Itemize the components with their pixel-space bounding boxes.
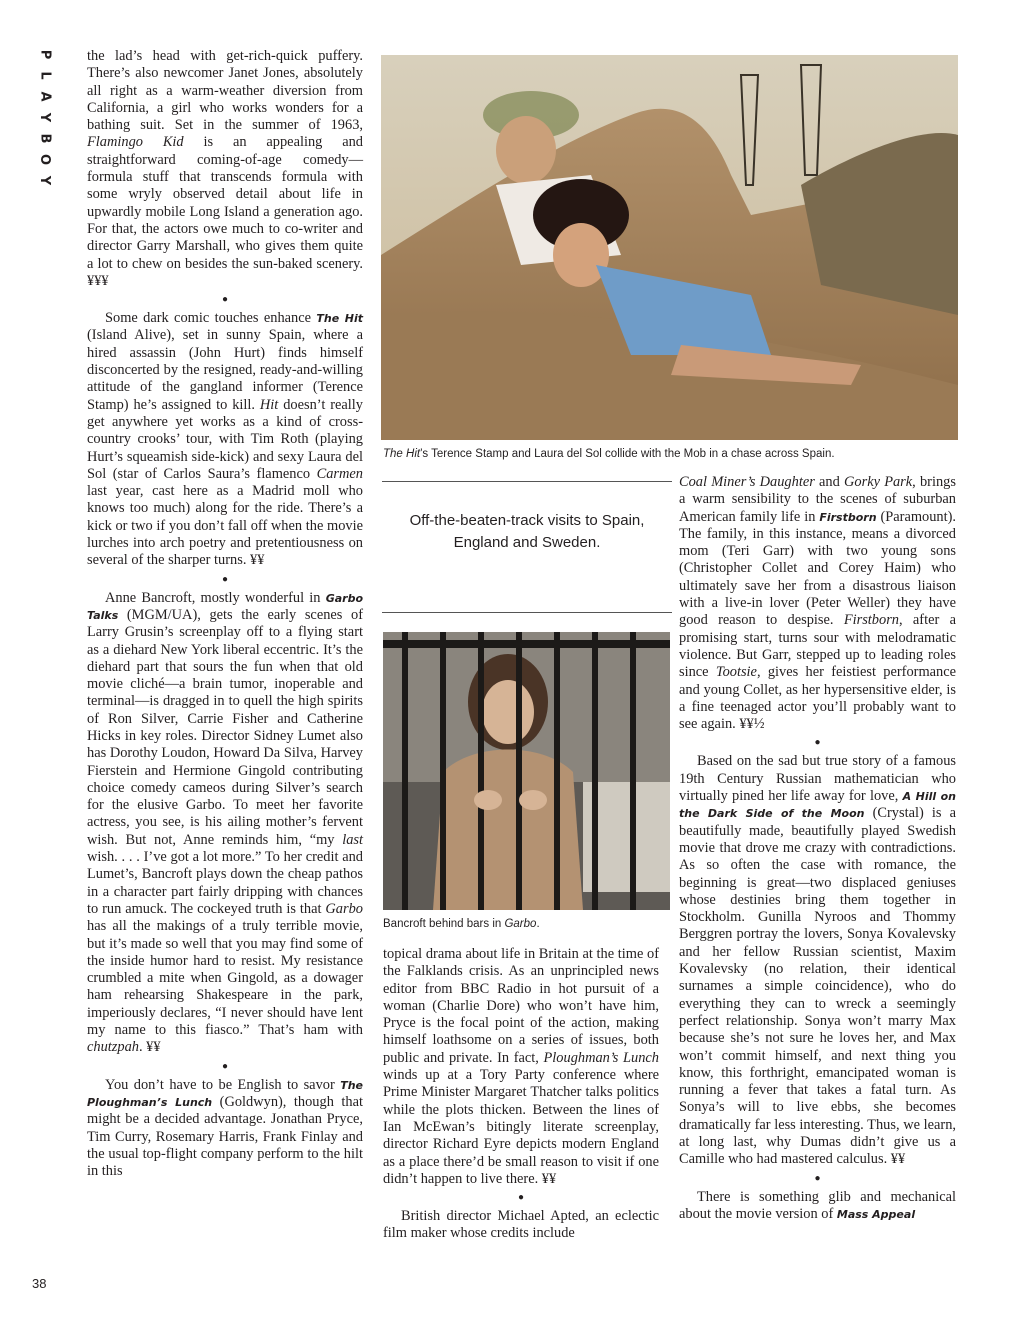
- photo-garbo-image: [383, 632, 670, 910]
- section-bullet: ●: [221, 294, 229, 306]
- photo-the-hit-image: [381, 55, 958, 440]
- column-1: [87, 48, 363, 1180]
- section-bullet: ●: [221, 1060, 229, 1072]
- section-bullet: ●: [814, 737, 821, 749]
- paragraph-ploughmans-lunch-cont: topical drama about life in Britain at the time of the Falklands crisis. As an unprincipled news editor from BBC Radio in hot pursuit of a woman (Charlie Dore) who won’t have him, Pryce is the focal point of the action, making himself loathsome on a series of issues, both public and private. In fact, Ploughman’s Lunch winds up at a Tory Party conference where Prime Minister Margaret Thatcher talks politics while the plots thicken. Between the lines of Ian McEwan’s bitingly literate screenplay, director Richard Eyre depicts modern England as a place there’d be small reason to visit if one didn’t happen to live there. ¥¥: [383, 946, 659, 1187]
- column-2: [383, 946, 659, 1243]
- masthead-letter: L: [37, 71, 53, 80]
- masthead-letter: P: [37, 49, 53, 60]
- masthead-letter: Y: [37, 112, 53, 123]
- caption-the-hit: The Hit’s Terence Stamp and Laura del Sol collide with the Mob in a chase across Spain.: [383, 448, 835, 460]
- section-bullet: ●: [221, 573, 229, 585]
- masthead-letter: O: [37, 153, 53, 166]
- masthead-letter: Y: [37, 175, 53, 186]
- paragraph-firstborn: Coal Miner’s Daughter and Gorky Park, brings a warm sensibility to the scenes of suburban American family life in Firstborn (Paramount). The family, in this instance, means a divorced mom (Teri Garr) with two young sons (Christopher Collet and Corey Haim) who ultimately save her from a disastrous liaison with a live-in lover (Peter Weller) they have good reason to despise. Firstborn, after a promising start, turns sour with melodramatic violence. But Garr, stepped up to leading roles since Tootsie, gives her feistiest performance and young Collet, as her hypersensitive elder, is a fine teenaged actor you’ll probably want to see again. ¥¥½: [679, 474, 956, 733]
- masthead-letter: B: [37, 133, 53, 144]
- section-bullet: ●: [517, 1192, 525, 1204]
- caption-garbo: Bancroft behind bars in Garbo.: [383, 918, 540, 930]
- photo-garbo: [383, 632, 670, 910]
- pullquote-top-rule: [382, 481, 672, 482]
- paragraph-flamingo-kid: the lad’s head with get-rich-quick puffery. There’s also newcomer Janet Jones, absolutely all right as a warm-weather diversion from California, a girl who works wonders for a bathing suit. Set in the summer of 1963, Flamingo Kid is an appealing and straightforward coming-of-age comedy—formula stuff that transcends formula with some wryly observed detail about life in upwardly mobile Long Island a generation ago. For that, the actors owe much to co-writer and director Garry Marshall, who gives them quite a lot to chew on besides the sun-baked scenery. ¥¥¥: [87, 48, 363, 289]
- pull-quote: Off-the-beaten-track visits to Spain, England and Sweden.: [409, 512, 645, 551]
- paragraph-garbo-talks: Anne Bancroft, mostly wonderful in Garbo Talks (MGM/UA), gets the early scenes of Larry Grusin’s screenplay off to a flying start as a diehard New York liberal eccentric. It’s the diehard part that sours the fun when that old movie cliché—a brain tumor, inoperable and terminal—is dragged in to quell the high spirits of Ron Silver, Carrie Fisher and Catherine Hicks in key roles. Director Sidney Lumet also has Dorothy Loudon, Howard Da Silva, Harvey Fierstein and Hermione Gingold contributing choice comedy cameos during Silver’s search for the elusive Garbo. To meet her favorite actress, you see, is his ailing mother’s fervent wish. But not, Anne reminds him, “my last wish. . . . I’ve got a lot more.” To her credit and Lumet’s, Bancroft plays down the cheap pathos in a character part fairly dripping with chances to run amuck. The cockeyed truth is that Garbo has all the makings of a truly terrible movie, but it’s made so well that you may find some of the inside humor hard to resist. My resistance crumbled a mite when Gingold, as a dowager ham rehearsing Shakespeare in the park, imperiously declares, “I never should have lent my name to this fiasco.” That’s ham with chutzpah. ¥¥: [87, 589, 363, 1056]
- paragraph-apted: British director Michael Apted, an eclectic film maker whose credits include: [383, 1208, 659, 1242]
- section-bullet: ●: [814, 1172, 821, 1184]
- pullquote-bottom-rule: [382, 612, 672, 613]
- column-3: [679, 474, 956, 1223]
- paragraph-hill-dark-side: Based on the sad but true story of a famous 19th Century Russian mathematician who virtually pined her life away for love, A Hill on the Dark Side of the Moon (Crystal) is a beautifully made, beautifully played Swedish movie that drove me crazy with contradictions. As so often the case with romance, the beginning is great—two displaced geniuses whose destinies bring them together in Stockholm. Gunilla Nyroos and Thommy Berggren portray the lovers, Sonya Kovalevsky and her fellow Russian scientist, Maxim Kovalevsky (no relation, their identical surnames a simple coincidence), who do everything they can to wreck a seemingly perfect relationship. Sonya won’t marry Max because she’s not sure he loves her, and Max won’t commit himself, and next thing you know, this forthright, emancipated woman is running a fever that takes a fatal turn. As Sonya’s will to live ebbs, she becomes dramatically far less interesting. Thus, we learn, at long last, why Dumas didn’t give us a Camille who had mastered calculus. ¥¥: [679, 753, 957, 1168]
- paragraph-ploughmans-lunch: You don’t have to be English to savor The Ploughman’s Lunch (Goldwyn), though that might be a decided advantage. Jonathan Pryce, Tim Curry, Rosemary Harris, Frank Finlay and the usual top-flight company perform to the hilt in this: [87, 1076, 363, 1180]
- masthead-letter: A: [37, 91, 53, 102]
- paragraph-the-hit: Some dark comic touches enhance The Hit (Island Alive), set in sunny Spain, where a hired assassin (John Hurt) finds himself disconcerted by the resigned, ready-and-willing attitude of the gangland informer (Terence Stamp) he’s assigned to kill. Hit doesn’t really get anywhere yet works as a kind of cross-country crooks’ tour, with Tim Roth (playing Hurt’s squeamish side-kick) and sexy Laura del Sol (star of Carlos Saura’s flamenco Carmen last year, cast here as a Madrid moll who knows too much) along for the ride. There’s a kick or two if you don’t fall off when the movie lurches into arch poetry and pretentiousness on several of the sharper turns. ¥¥: [87, 310, 364, 569]
- page-number: 38: [32, 1276, 47, 1291]
- magazine-masthead: [33, 44, 57, 191]
- photo-the-hit: [381, 55, 958, 440]
- paragraph-mass-appeal: There is something glib and mechanical about the movie version of Mass Appeal: [679, 1188, 956, 1222]
